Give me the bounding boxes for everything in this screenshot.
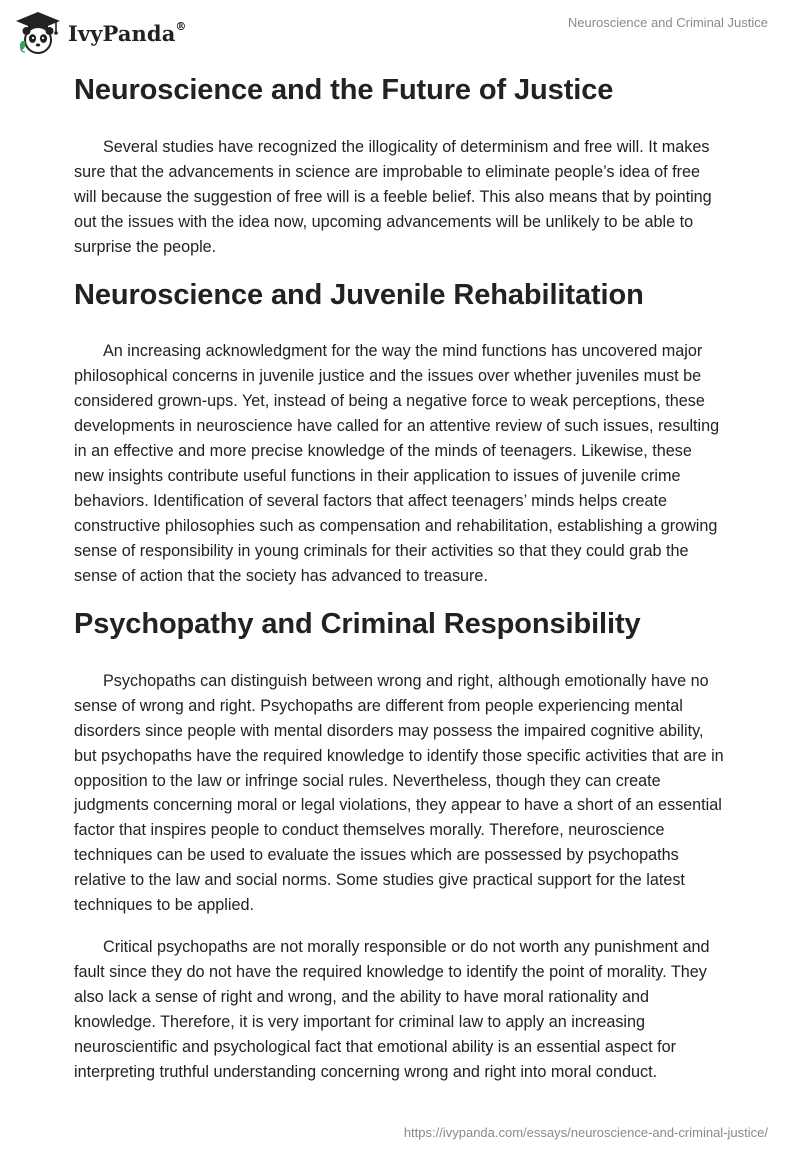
brand-name: IvyPanda®: [68, 19, 187, 46]
paragraph: Psychopaths can distinguish between wrong and right, although emotionally have no sense of wrong and right. Psychopaths are different from people experiencing mental disorders since people with mental disorders may possess the impaired cognitive ability, but psychopaths have the required knowledge to identify those specific activities that are in opposition to the law or infringe social rules. Nevertheless, though they can create judgments concerning moral or legal violations, they appear to have a short of an essential factor that inspires people to conduct themselves morally. Therefore, neuroscience techniques can be used to evaluate the issues which are possessed by psychopaths relative to the law and social norms. Some studies give practical support for the latest techniques to be applied.: [74, 671, 724, 915]
section-heading: Neuroscience and Juvenile Rehabilitation: [74, 278, 644, 311]
panda-graduate-icon: [14, 10, 62, 56]
section-heading: Neuroscience and the Future of Justice: [74, 74, 614, 106]
brand-logo[interactable]: [14, 10, 187, 56]
paragraph: An increasing acknowledgment for the way the mind functions has uncovered major philosophical concerns in juvenile justice and the issues over whether juveniles must be considered grown-ups. Yet, instead of being a negative force to weak perceptions, these developments in neuroscience have called for an attentive review of such issues, resulting in an effective and more precise knowledge of the minds of teenagers. Likewise, these new insights contribute useful functions in their application to issues of juvenile crime behaviors. Identification of several factors that affect teenagers’ minds helps create constructive philosophies such as compensation and rehabilitation, establishing a growing sense of responsibility in young criminals for their activities so that they could grab the sense of action that the society has advanced to treasure.: [74, 342, 720, 585]
section-heading: Psychopathy and Criminal Responsibility: [74, 607, 641, 640]
paragraph: Several studies have recognized the illogicality of determinism and free will. It makes sure that the advancements in science are improbable to eliminate people’s idea of free will because the suggestion of free will is a feeble belief. This also means that by pointing out the issues with the idea now, upcoming advancements will be unlikely to be able to surprise the people.: [74, 137, 712, 256]
paragraph: Critical psychopaths are not morally responsible or do not worth any punishment and fault since they do not have the required knowledge to identify the point of morality. They also lack a sense of right and wrong, and the ability to have moral rationality and knowledge. Therefore, it is very important for criminal law to apply an increasing neuroscientific and psychological fact that emotional ability is an essential aspect for interpreting truthful understanding concerning wrong and right into moral conduct.: [74, 938, 710, 1081]
source-url[interactable]: https://ivypanda.com/essays/neuroscience-and-criminal-justice/: [403, 1125, 768, 1140]
running-title: Neuroscience and Criminal Justice: [567, 15, 768, 30]
essay-content: [74, 70, 724, 1085]
page-header: [0, 0, 800, 64]
